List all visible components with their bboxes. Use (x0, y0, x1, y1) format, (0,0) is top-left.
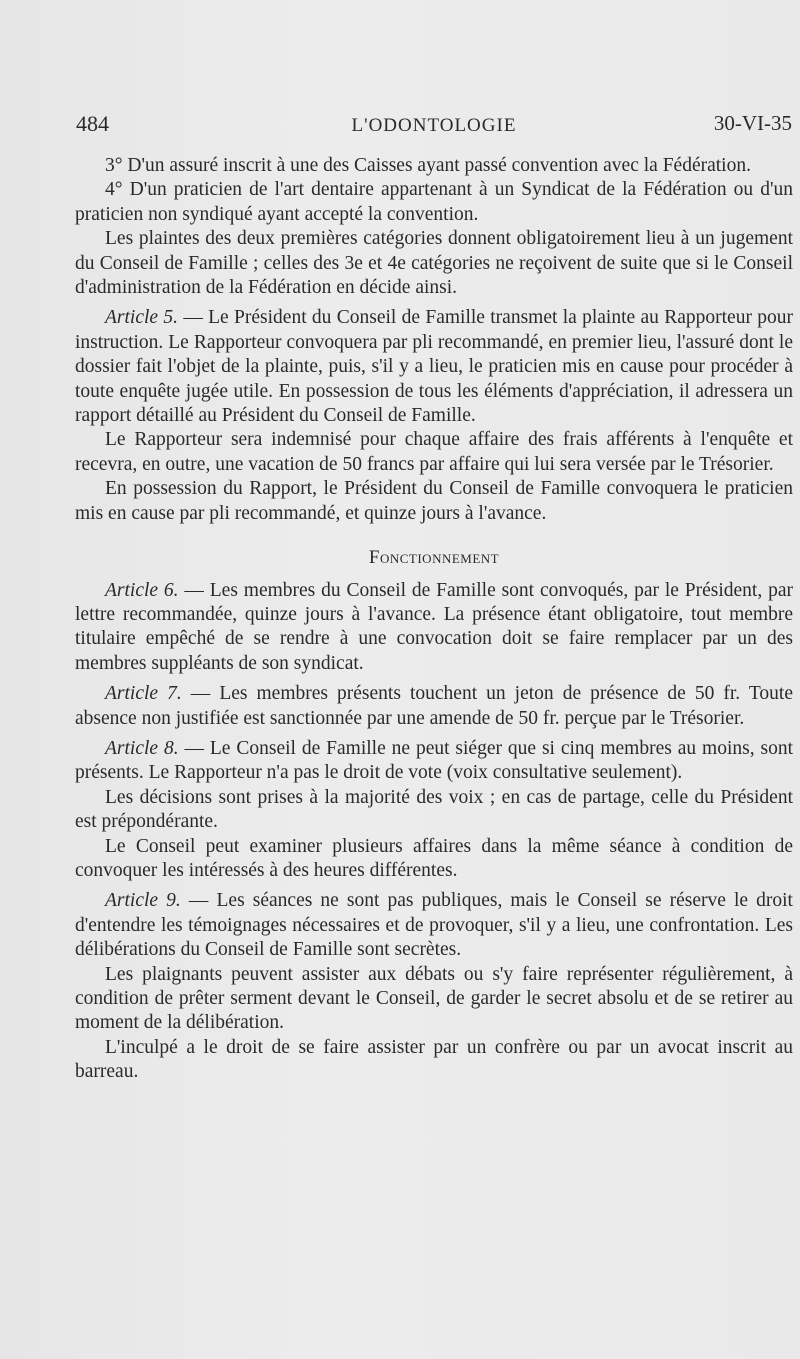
paragraph: Les décisions sont prises à la majorité des voix ; en cas de partage, celle du Président est prépondérante. (75, 786, 793, 833)
article-label: Article 8. (105, 737, 179, 759)
paragraph: 4° D'un praticien de l'art dentaire appartenant à un Syndicat de la Fédération ou d'un praticien non syndiqué ayant accepté la convention. (75, 179, 793, 225)
article-paragraph (75, 579, 793, 677)
paragraph: L'inculpé a le droit de se faire assister par un confrère ou par un avocat inscrit au barreau. (75, 1036, 793, 1083)
section-title: Fonctionnement (368, 547, 500, 569)
article-text: — Le Conseil de Famille ne peut siéger que si cinq membres au moins, sont présents. Le Rapporteur n'a pas le droit de vote (voix consultative seulement). (75, 737, 793, 784)
paragraph: Les plaintes des deux premières catégories donnent obligatoirement lieu à un jugement du Conseil de Famille ; celles des 3e et 4e catégories ne reçoivent de suite que si le Conseil d'administration de la Fédération en décide ainsi. (75, 228, 793, 299)
body-text (75, 154, 793, 1085)
paragraph: En possession du Rapport, le Président du Conseil de Famille convoquera le praticien mis en cause par pli recommandé, et quinze jours à l'avance. (75, 478, 793, 524)
paragraph: Les plaignants peuvent assister aux débats ou s'y faire représenter régulièrement, à condition de prêter serment devant le Conseil, de garder le secret absolu et de se retirer au moment de la délibération. (75, 963, 793, 1034)
paragraph: Le Conseil peut examiner plusieurs affaires dans la même séance à condition de convoquer les intéressés à des heures différentes. (75, 835, 793, 881)
article-label: Article 5. (105, 307, 179, 329)
article-paragraph (75, 889, 793, 962)
running-header (76, 111, 792, 141)
paragraph: 3° D'un assuré inscrit à une des Caisses ayant passé convention avec la Fédération. (105, 155, 751, 176)
article-label: Article 7. (105, 683, 182, 705)
article-label: Article 6. (105, 579, 179, 601)
article-text: — Les séances ne sont pas publiques, mais le Conseil se réserve le droit d'entendre les témoignages nécessaires et de provoquer, s'il y a lieu, une confrontation. Les délibérations du Conseil de Famille sont secrètes. (75, 890, 793, 961)
article-paragraph (75, 682, 793, 731)
page-number: 484 (76, 111, 109, 136)
article-text: — Les membres du Conseil de Famille sont convoqués, par le Président, par lettre recommandée, quinze jours à l'avance. La présence étant obligatoire, tout membre titulaire empêché de se rendre à une convocation doit se faire remplacer par un des membres suppléants de son syndicat. (75, 579, 793, 674)
article-label: Article 9. (105, 890, 181, 912)
running-title: L'ODONTOLOGIE (351, 115, 517, 136)
article-paragraph (75, 306, 793, 428)
article-text: — Le Président du Conseil de Famille transmet la plainte au Rapporteur pour instruction. Le Rapporteur convoquera par pli recommandé, en premier lieu, l'assuré dont le dossier fait l'objet de la plainte, puis, s'il y a lieu, le praticien mis en cause pour procéder à toute enquête jugée utile. En possession de tous les éléments d'appréciation, il adressera un rapport détaillé au Président du Conseil de Famille. (75, 307, 793, 427)
article-text: — Les membres présents touchent un jeton de présence de 50 fr. Toute absence non justifiée est sanctionnée par une amende de 50 fr. perçue par le Trésorier. (75, 683, 793, 729)
issue-date: 30-VI-35 (713, 111, 792, 135)
paragraph: Le Rapporteur sera indemnisé pour chaque affaire des frais afférents à l'enquête et recevra, en outre, une vacation de 50 francs par affaire qui lui sera versée par le Trésorier. (75, 429, 793, 475)
article-paragraph (75, 737, 793, 786)
